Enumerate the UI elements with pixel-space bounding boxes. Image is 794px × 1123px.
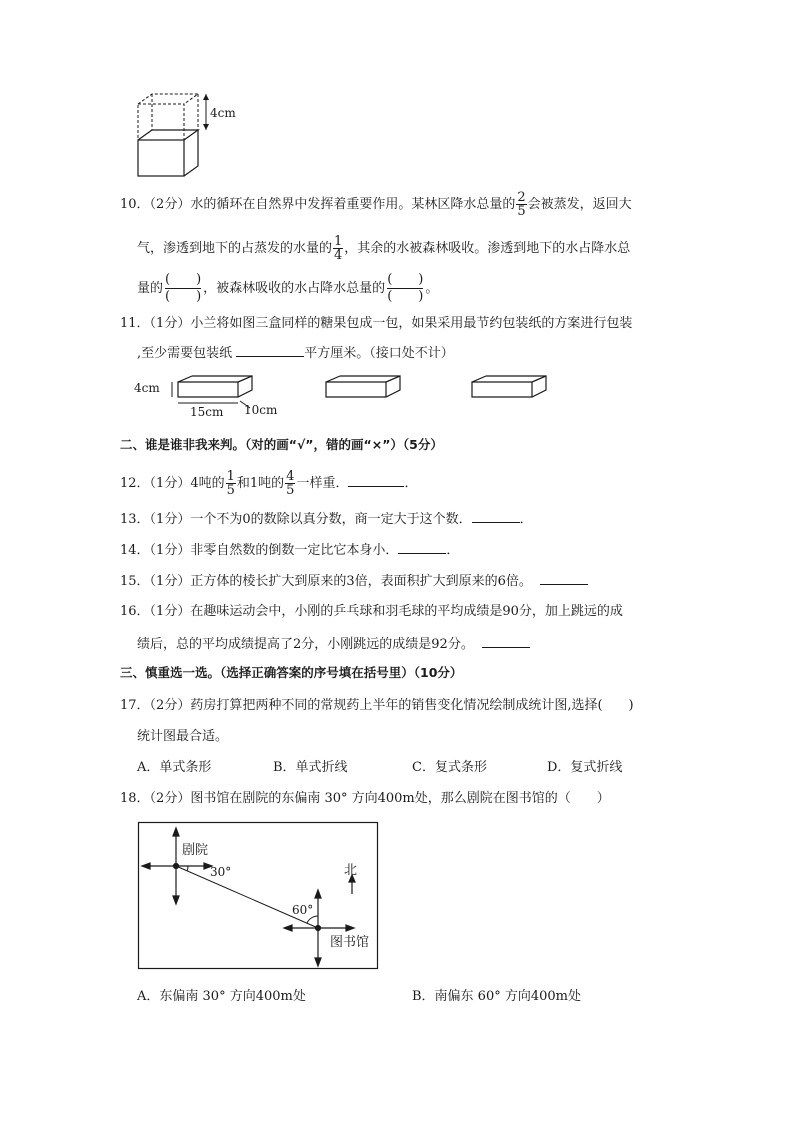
dashed-box-top (138, 94, 198, 104)
q16-line1: 16．（1分）在趣味运动会中，小刚的乒乓球和羽毛球的平均成绩是90分，加上跳远的成 (120, 604, 623, 619)
q11-answer-blank[interactable] (236, 344, 304, 357)
q12-fraction-4-5: $\frac{4}{5}$ (286, 469, 295, 498)
q17-option-b[interactable]: B．单式折线 (273, 760, 348, 775)
cube-side-face (184, 130, 198, 176)
candy-box-3 (472, 376, 546, 397)
section-3-title: 三、慎重选一选。（选择正确答案的序号填在括号里）（10分） (120, 665, 463, 680)
q16-answer-blank[interactable] (482, 635, 530, 648)
q10-line3: 量的 ( ) ( ) ，被森林吸收的水占降水总量的 ( ) ( ) 。 (137, 272, 439, 304)
q18-line1: 18．（2分）图书馆在剧院的东偏南 30° 方向400m处，那么剧院在图书馆的（ ） (120, 791, 610, 806)
north-label: 北 (344, 863, 358, 878)
q17-option-a[interactable]: A．单式条形 (137, 760, 212, 775)
box-height-label: 4cm (134, 381, 160, 395)
library-point (316, 926, 321, 931)
q18-direction-map (138, 822, 380, 972)
cube-front-face (138, 140, 184, 176)
q14-answer-blank[interactable] (398, 541, 446, 554)
q17-line1: 17．（2分）药房打算把两种不同的常规药上半年的销售变化情况绘制成统计图,选择( ) (120, 698, 634, 713)
angle-30-label: 30° (210, 865, 232, 879)
cube-height-label: 4cm (210, 106, 236, 120)
q10-answer-fraction-1[interactable]: ( ) ( ) (165, 272, 202, 304)
q10-fraction-2-5: $\frac{2}{5}$ (517, 190, 526, 219)
q13-answer-blank[interactable] (472, 510, 520, 523)
q12: 12．（1分）4吨的 $\frac{1}{5}$ 和1吨的 $\frac{4}{5}$ 一样重． ． (120, 469, 418, 498)
q11-boxes-figure (130, 370, 580, 420)
q18-option-a[interactable]: A．东偏南 30° 方向400m处 (137, 989, 306, 1004)
q11-line1: 11．（1分）小兰将如图三盒同样的糖果包成一包，如果采用最节约包装纸的方案进行包装 (120, 316, 633, 331)
q12-fraction-1-5: $\frac{1}{5}$ (226, 469, 235, 498)
q18-option-b[interactable]: B．南偏东 60° 方向400m处 (412, 989, 582, 1004)
q17-line2: 统计图最合适。 (137, 729, 229, 744)
q17-option-c[interactable]: C．复式条形 (412, 760, 487, 775)
q10-answer-fraction-2[interactable]: ( ) ( ) (387, 272, 424, 304)
q10-line1: 10．（2分）水的循环在自然界中发挥着重要作用。某林区降水总量的 $\frac{2}{5}$ 会被蒸发，返回大 (120, 190, 632, 219)
q15-answer-blank[interactable] (540, 572, 588, 585)
candy-box-2 (326, 376, 400, 397)
angle-60-label: 60° (292, 903, 314, 917)
q10-line2: 气，渗透到地下的占蒸发的水量的 $\frac{1}{4}$ ，其余的水被森林吸收。渗透到地下的水占降水总 (137, 234, 631, 263)
q12-answer-blank[interactable] (348, 474, 404, 487)
library-label: 图书馆 (330, 935, 370, 950)
q13: 13．（1分）一个不为0的数除以真分数，商一定大于这个数． ． (120, 512, 533, 527)
candy-box-1 (178, 376, 252, 397)
cube-figure (130, 92, 236, 182)
box-length-label: 15cm (190, 405, 224, 419)
box-width-label: 10cm (244, 403, 278, 417)
q16-line2: 绩后，总的平均成绩提高了2分，小刚跳远的成绩是92分。 (137, 635, 530, 654)
section-2-title: 二、谁是谁非我来判。（对的画“√”，错的画“×”）（5分） (120, 437, 443, 452)
theater-library-line (176, 866, 318, 928)
cube-top-face (138, 130, 198, 140)
q11-line2: ,至少需要包装纸 平方厘米。（接口处不计） (137, 346, 454, 361)
q10-fraction-1-4: $\frac{1}{4}$ (334, 234, 343, 263)
q15: 15．（1分）正方体的棱长扩大到原来的3倍，表面积扩大到原来的6倍。 (120, 572, 588, 591)
theater-label: 剧院 (182, 843, 209, 858)
q14: 14．（1分）非零自然数的倒数一定比它本身小． ． (120, 543, 460, 558)
q17-option-d[interactable]: D．复式折线 (547, 760, 623, 775)
